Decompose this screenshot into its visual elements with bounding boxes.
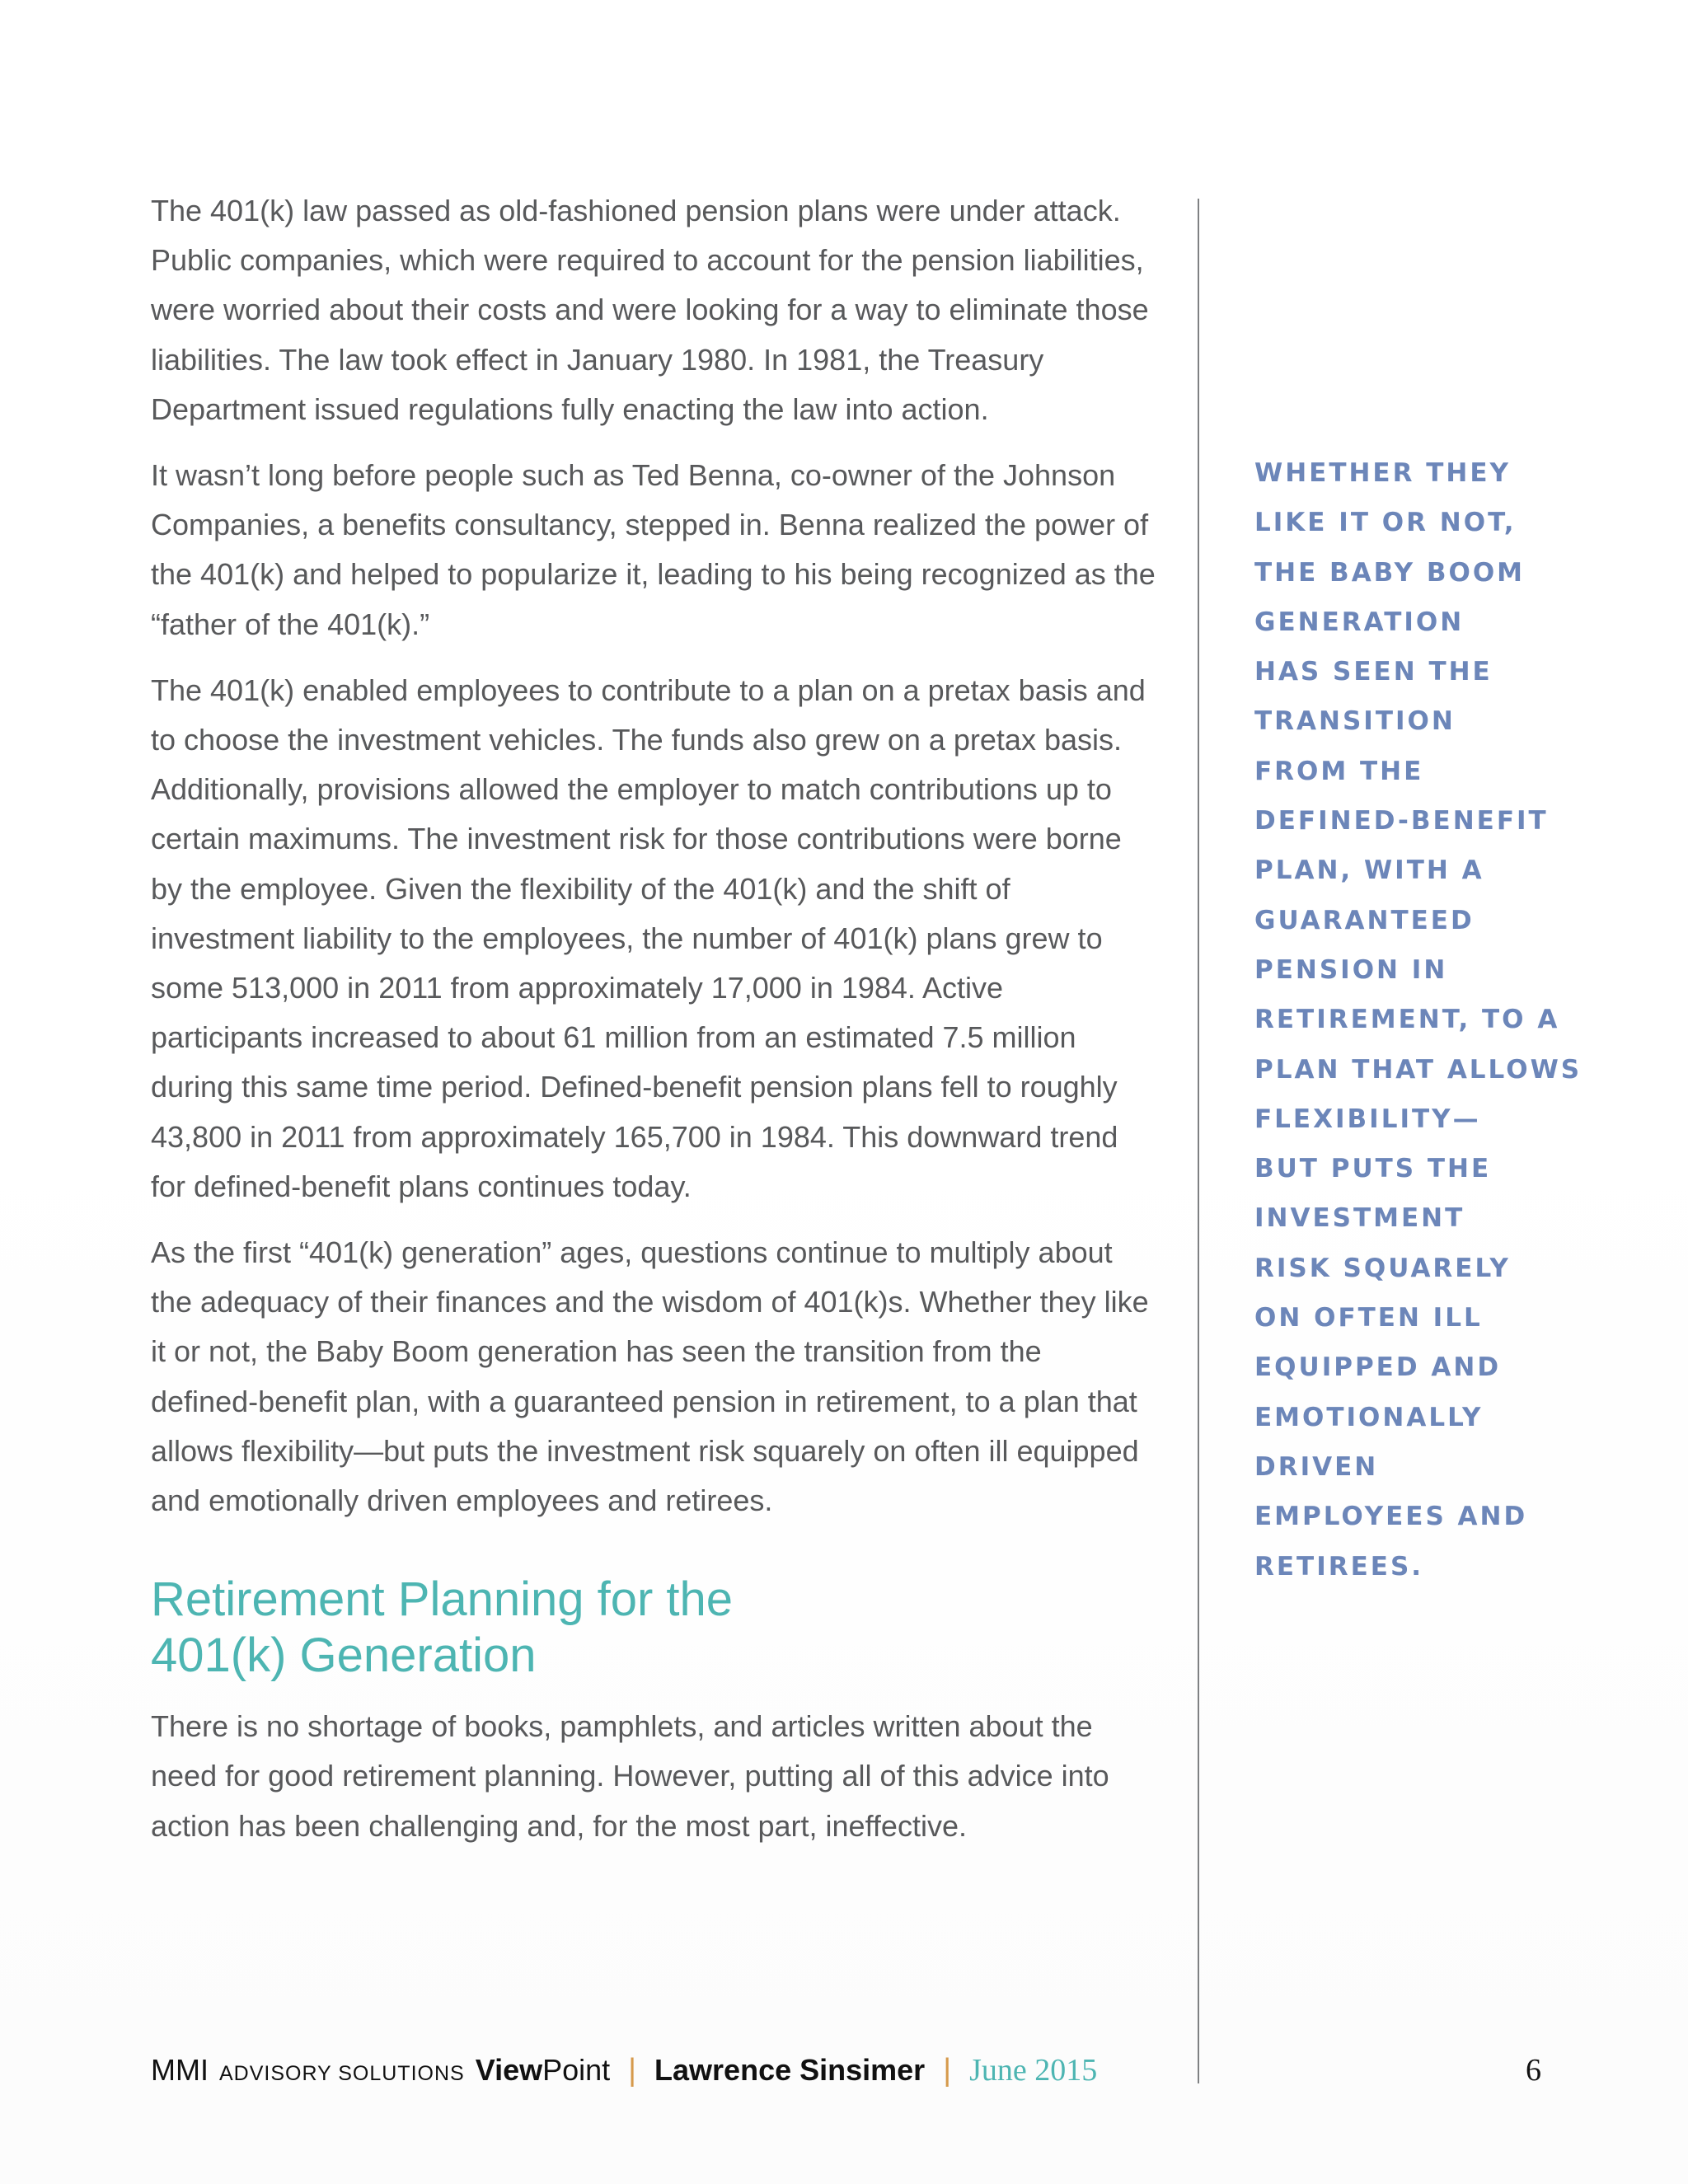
body-paragraph-3: The 401(k) enabled employees to contribute to a plan on a pretax basis and to choose the investment vehicles. The funds also grew on a pretax basis. Additionally, provisions allowed the employer to match contributions up to certain maximums. The investment risk for those contributions were borne by the employee. Given the flexibility of the 401(k) and the shift of investment liability to the employees, the number of 401(k) plans grew to some 513,000 in 2011 from approximately 17,000 in 1984. Active participants increased to about 61 million from an estimated 7.5 million during this same time period. Defined-benefit pension plans fell to roughly 43,800 in 2011 from approximately 165,700 in 1984. This downward trend for defined-benefit plans continues today. — [151, 673, 1146, 1203]
pull-quote-line: GUARANTEED — [1254, 905, 1475, 935]
body-paragraph-2: It wasn’t long before people such as Ted Benna, co-owner of the Johnson Companies, a benefits consultancy, stepped in. Benna realized the power of the 401(k) and helped to popularize it, leading to his being recognized as the “father of the 401(k).” — [151, 458, 1156, 641]
pull-quote-line: DEFINED-BENEFIT — [1254, 806, 1549, 837]
pull-quote-line: RETIREMENT, TO A — [1254, 1005, 1560, 1035]
pull-quote-line: HAS SEEN THE — [1254, 657, 1493, 687]
footer-separator: | — [628, 2053, 637, 2088]
page-number: 6 — [1526, 2053, 1541, 2088]
pull-quote-line: FROM THE — [1254, 756, 1424, 786]
pull-quote-line: RISK SQUARELY — [1254, 1253, 1511, 1283]
pull-quote-line: EQUIPPED AND — [1254, 1352, 1502, 1383]
pull-quote-line: BUT PUTS THE — [1254, 1154, 1492, 1184]
pull-quote-line: PLAN THAT ALLOWS — [1254, 1054, 1582, 1085]
pull-quote-line: DRIVEN — [1254, 1451, 1379, 1482]
pull-quote-line: TRANSITION — [1254, 706, 1456, 737]
main-article-column — [151, 186, 1156, 1868]
footer-author: Lawrence Sinsimer — [654, 2053, 926, 2087]
section-heading-line-1: Retirement Planning for the — [151, 1572, 734, 1627]
pull-quote-line: THE BABY BOOM — [1254, 557, 1526, 588]
section-heading-line-2: 401(k) Generation — [151, 1629, 537, 1683]
footer-date: June 2015 — [969, 2053, 1098, 2088]
closing-paragraph: There is no shortage of books, pamphlets, and articles written about the need for good retirement planning. However, putting all of this advice into action has been challenging and, for the most part, ineffective. — [151, 1709, 1109, 1843]
pull-quote-line: RETIREES. — [1254, 1551, 1424, 1582]
pull-quote-line: FLEXIBILITY— — [1254, 1104, 1481, 1134]
footer-brand-point: Point — [542, 2053, 611, 2087]
column-divider — [1198, 199, 1199, 2083]
footer-brand-advisory: ADVISORY SOLUTIONS — [218, 2062, 465, 2085]
pull-quote-line: GENERATION — [1254, 607, 1465, 637]
footer-separator: | — [943, 2053, 952, 2088]
pull-quote-line: EMPLOYEES AND — [1254, 1502, 1528, 1532]
pull-quote-line: EMOTIONALLY — [1254, 1402, 1484, 1432]
pull-quote-line: ON OFTEN ILL — [1254, 1303, 1483, 1333]
pull-quote-line: LIKE IT OR NOT, — [1254, 508, 1517, 538]
pull-quote-line: INVESTMENT — [1254, 1203, 1465, 1234]
footer-brand-mmi: MMI — [151, 2053, 209, 2087]
pull-quote-line: PLAN, WITH A — [1254, 855, 1484, 886]
body-paragraph-4: As the first “401(k) generation” ages, questions continue to multiply about the adequacy of their finances and the wisdom of 401(k)s. Whether they like it or not, the Baby Boom generation has seen the transition from the defined-benefit plan, with a guaranteed pension in retirement, to a plan that allows flexibility—but puts the investment risk squarely on often ill equipped and emotionally driven employees and retirees. — [151, 1235, 1149, 1518]
page-footer — [151, 2052, 1097, 2098]
pull-quote-line: WHETHER THEY — [1254, 458, 1511, 488]
pull-quote — [1254, 448, 1617, 1591]
section-heading — [151, 1572, 942, 1684]
body-paragraph-1: The 401(k) law passed as old-fashioned pension plans were under attack. Public companies, which were required to account for the pension liabilities, were worried about their costs and were looking for a way to eliminate those liabilities. The law took effect in January 1980. In 1981, the Treasury Department issued regulations fully enacting the law into action. — [151, 194, 1149, 426]
pull-quote-line: PENSION IN — [1254, 954, 1448, 985]
footer-brand-view: View — [475, 2053, 543, 2087]
